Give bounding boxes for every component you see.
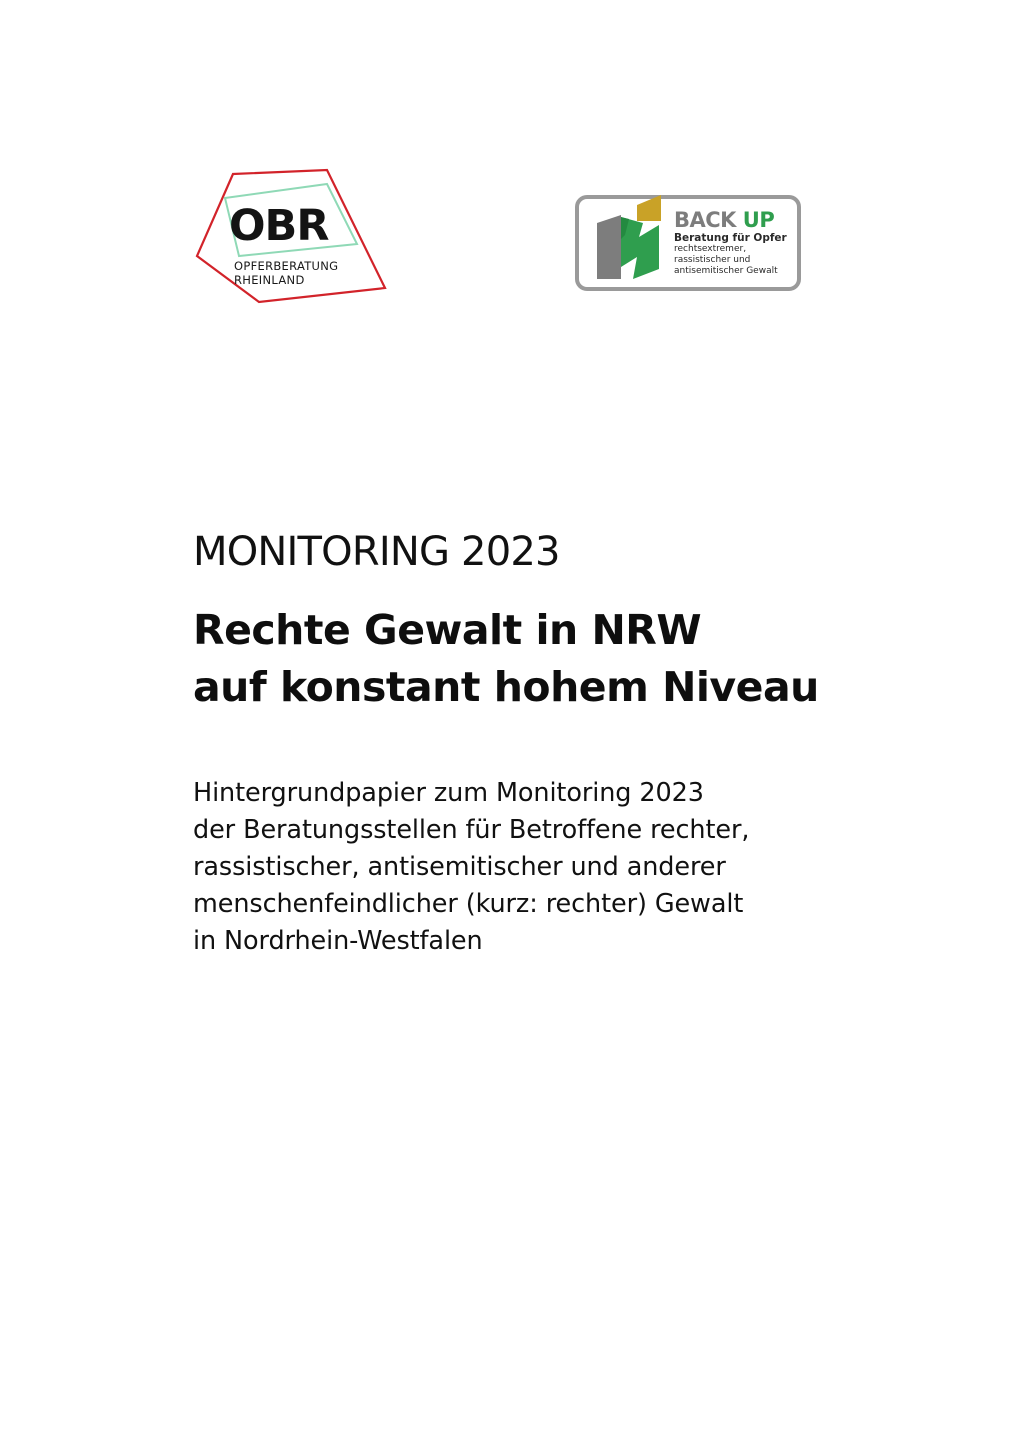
obr-logo-subtitle-line: RHEINLAND: [234, 273, 305, 287]
backup-logo-title-up: UP: [742, 208, 775, 232]
cover-headline: [193, 602, 819, 716]
cover-headline-line: auf konstant hohem Niveau: [193, 663, 819, 711]
cover-kicker: MONITORING 2023: [193, 529, 560, 575]
backup-logo-mark-icon: [593, 195, 665, 285]
cover-headline-line: Rechte Gewalt in NRW: [193, 606, 702, 654]
obr-logo-wordmark: OBR: [229, 201, 329, 251]
cover-description: [193, 775, 749, 960]
obr-logo: [193, 168, 389, 306]
backup-logo-tagline-line: rechtsextremer,: [674, 244, 747, 254]
cover-description-line: der Beratungsstellen für Betroffene rechter,: [193, 815, 750, 845]
obr-logo-subtitle: [234, 259, 338, 287]
obr-logo-subtitle-line: OPFERBERATUNG: [234, 259, 339, 273]
backup-logo-tagline: Beratung für Opfer: [674, 232, 787, 244]
backup-logo-title: [674, 208, 787, 232]
cover-description-line: menschenfeindlicher (kurz: rechter) Gewalt: [193, 889, 744, 919]
backup-logo: [573, 193, 807, 297]
backup-logo-text: [674, 208, 787, 277]
backup-logo-tagline-line: rassistischer und: [674, 255, 751, 265]
backup-logo-title-back: BACK: [674, 208, 736, 232]
cover-description-line: in Nordrhein-Westfalen: [193, 926, 483, 956]
cover-description-line: Hintergrundpapier zum Monitoring 2023: [193, 778, 704, 808]
backup-logo-tagline-line: antisemitischer Gewalt: [674, 266, 778, 276]
cover-description-line: rassistischer, antisemitischer und anderer: [193, 852, 726, 882]
